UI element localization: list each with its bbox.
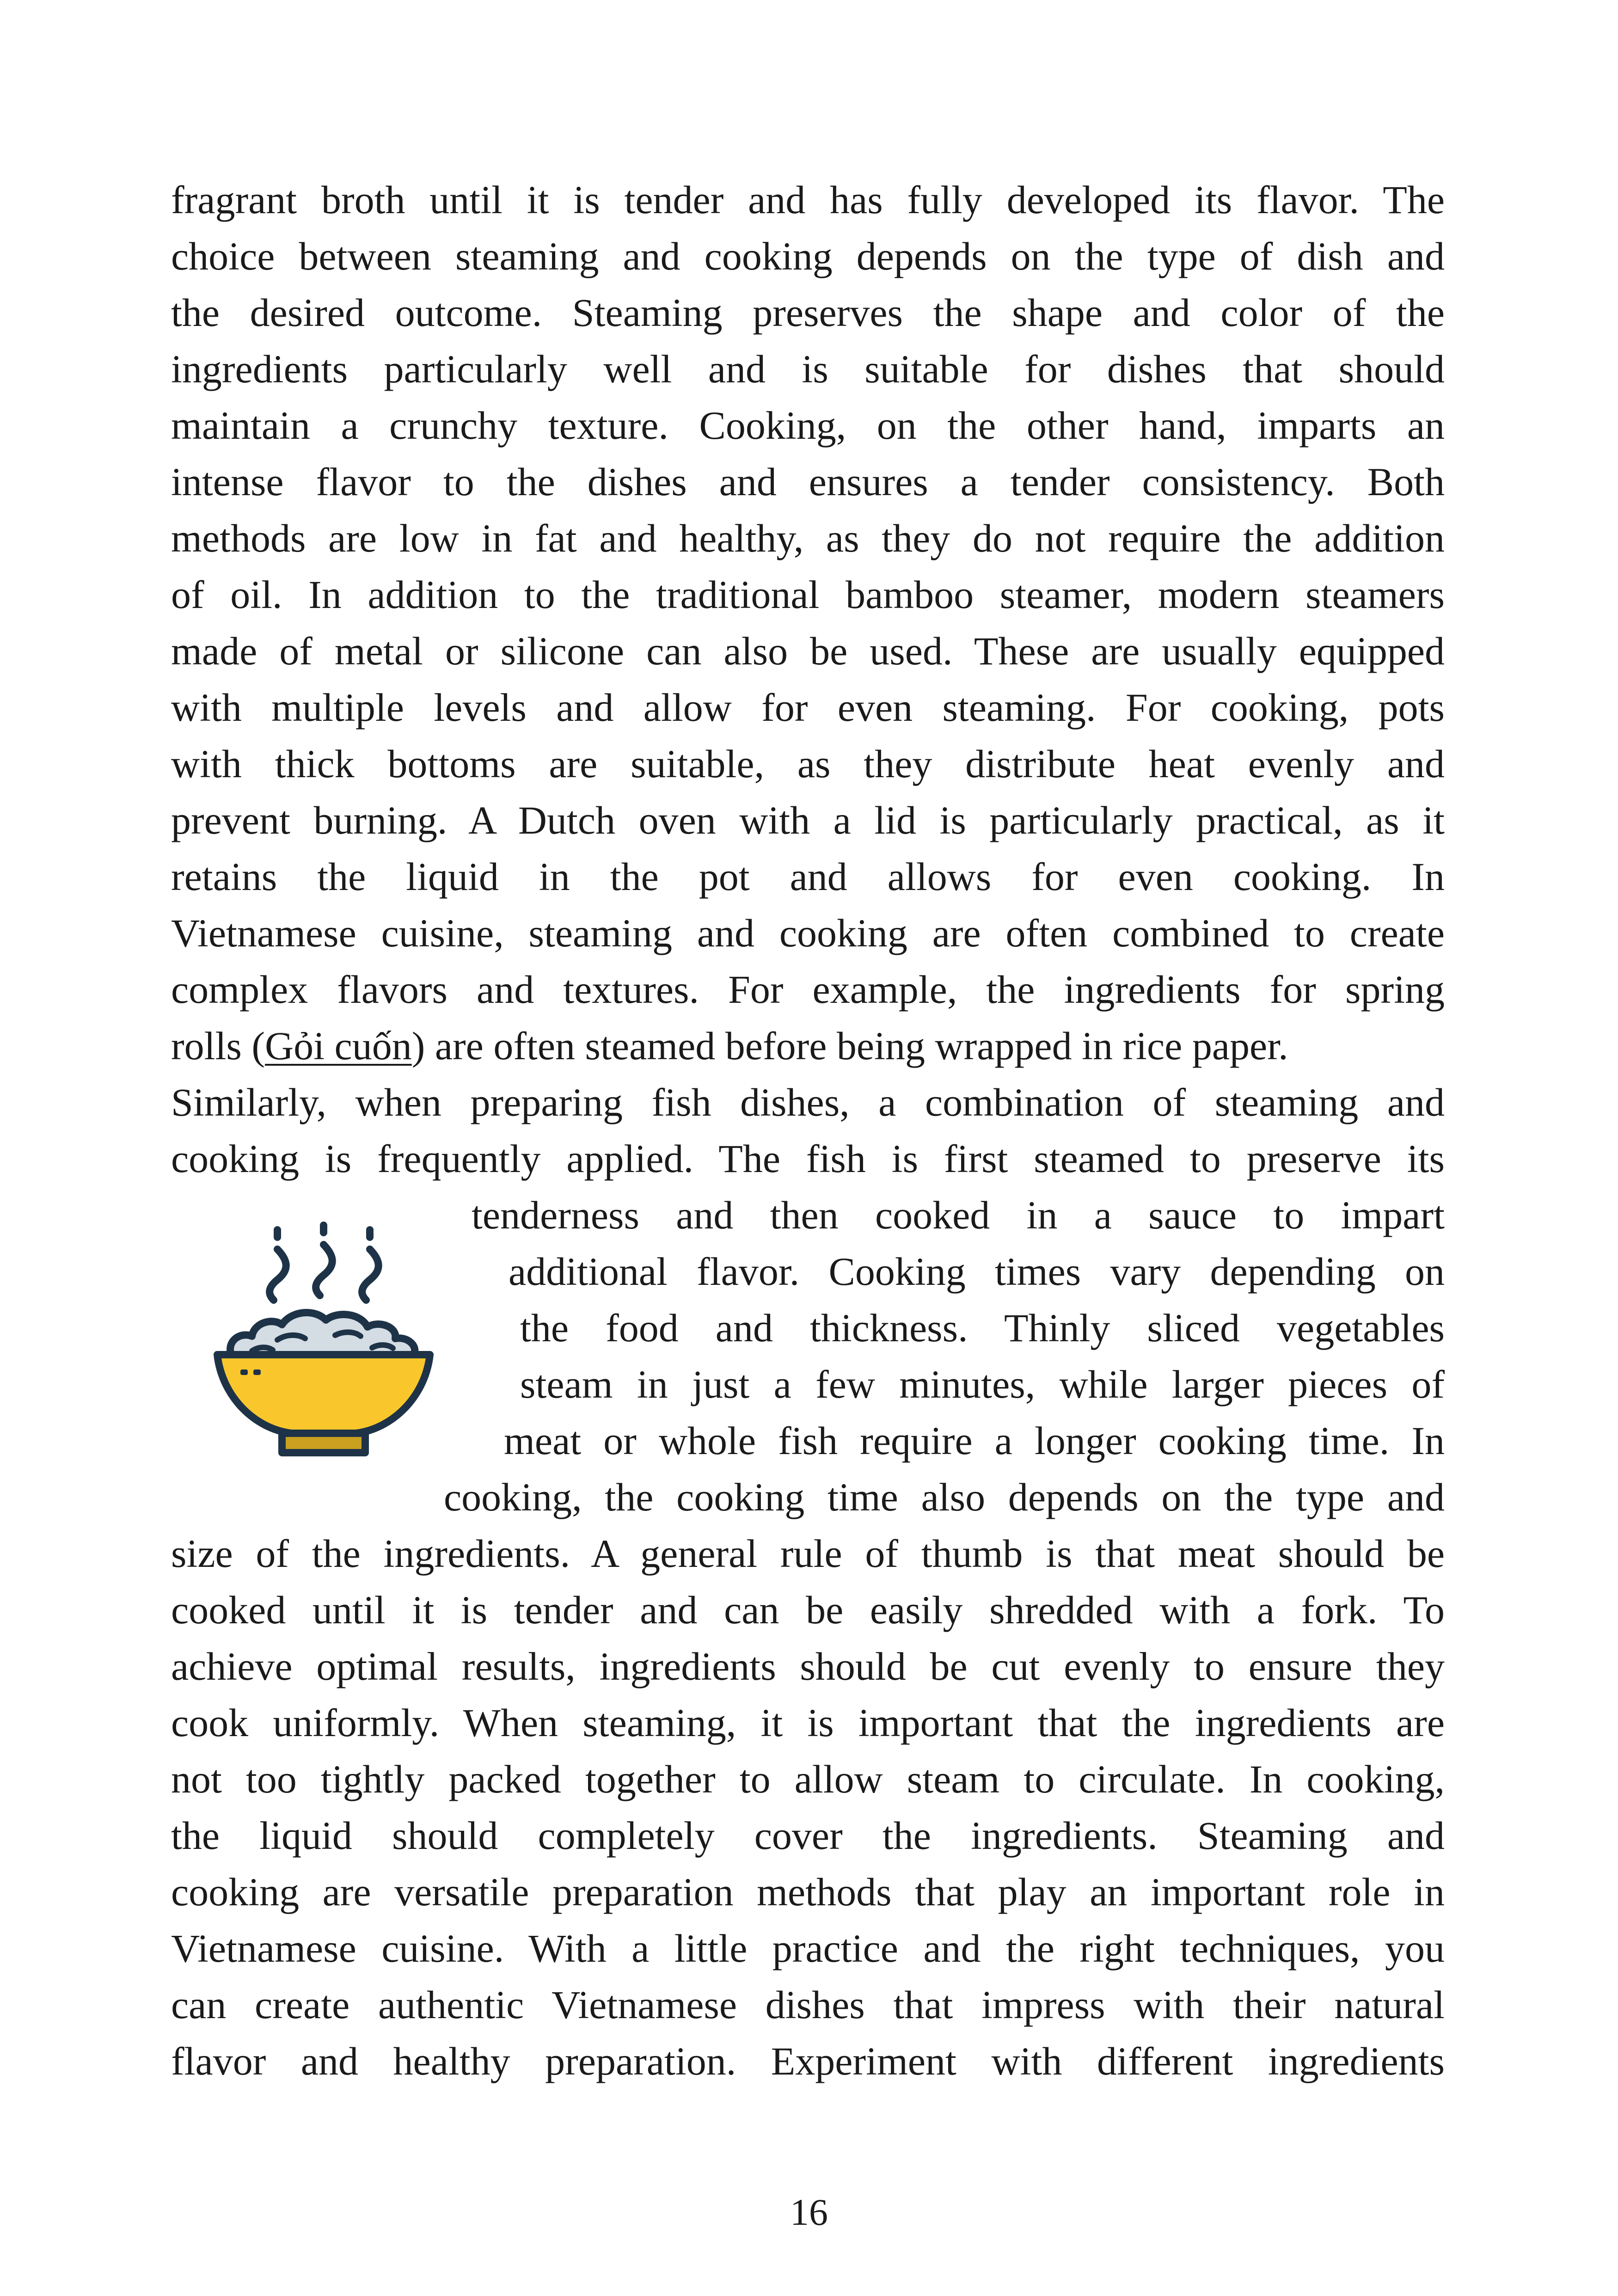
- text-line: of oil. In addition to the traditional bamboo steamer, modern steamers: [171, 572, 1445, 617]
- text-line: Similarly, when preparing fish dishes, a combination of steaming and: [171, 1080, 1445, 1124]
- text-line: additional flavor. Cooking times vary depending on: [509, 1249, 1445, 1294]
- text-line: flavor and healthy preparation. Experiment with different ingredients: [171, 2039, 1445, 2083]
- text-line: cooking are versatile preparation methods that play an important role in: [171, 1870, 1445, 1914]
- text-line-with-link: [171, 1017, 1445, 1075]
- text-line: the food and thickness. Thinly sliced vegetables: [520, 1306, 1445, 1350]
- text-line: not too tightly packed together to allow steam to circulate. In cooking,: [171, 1757, 1445, 1801]
- text-fragment: ) are often steamed before being wrapped in rice paper.: [411, 1024, 1288, 1068]
- text-line: size of the ingredients. A general rule of thumb is that meat should be: [171, 1531, 1445, 1576]
- text-line: Vietnamese cuisine. With a little practice and the right techniques, you: [171, 1926, 1445, 1971]
- text-line: can create authentic Vietnamese dishes that impress with their natural: [171, 1983, 1445, 2027]
- text-line: made of metal or silicone can also be used. These are usually equipped: [171, 629, 1445, 673]
- text-line: maintain a crunchy texture. Cooking, on the other hand, imparts an: [171, 403, 1445, 448]
- text-line: the desired outcome. Steaming preserves the shape and color of the: [171, 290, 1445, 335]
- text-line: cooked until it is tender and can be easily shredded with a fork. To: [171, 1588, 1445, 1632]
- goi-cuon-link[interactable]: Gỏi cuốn: [265, 1024, 412, 1068]
- text-line: with multiple levels and allow for even steaming. For cooking, pots: [171, 685, 1445, 730]
- text-line: methods are low in fat and healthy, as they do not require the addition: [171, 516, 1445, 560]
- text-line: choice between steaming and cooking depends on the type of dish and: [171, 234, 1445, 278]
- text-line: the liquid should completely cover the ingredients. Steaming and: [171, 1813, 1445, 1858]
- text-line: cook uniformly. When steaming, it is important that the ingredients are: [171, 1701, 1445, 1745]
- text-line: intense flavor to the dishes and ensures a tender consistency. Both: [171, 460, 1445, 504]
- text-line: tenderness and then cooked in a sauce to impart: [472, 1193, 1445, 1237]
- text-line: Vietnamese cuisine, steaming and cooking are often combined to create: [171, 911, 1445, 955]
- text-line: cooking is frequently applied. The fish is first steamed to preserve its: [171, 1136, 1445, 1181]
- text-line: complex flavors and textures. For example, the ingredients for spring: [171, 967, 1445, 1012]
- text-line: fragrant broth until it is tender and has fully developed its flavor. The: [171, 178, 1445, 222]
- page-number: 16: [790, 2191, 828, 2233]
- text-fragment: rolls (: [171, 1024, 265, 1068]
- text-line: achieve optimal results, ingredients should be cut evenly to ensure they: [171, 1644, 1445, 1688]
- text-line: cooking, the cooking time also depends on the type and: [444, 1475, 1445, 1519]
- text-line: retains the liquid in the pot and allows for even cooking. In: [171, 854, 1445, 899]
- text-line: meat or whole fish require a longer cooking time. In: [504, 1418, 1445, 1463]
- text-line: prevent burning. A Dutch oven with a lid is particularly practical, as it: [171, 798, 1445, 842]
- steaming-rice-bowl-icon: [208, 1221, 439, 1470]
- text-line: steam in just a few minutes, while larger pieces of: [520, 1362, 1445, 1406]
- text-line: ingredients particularly well and is suitable for dishes that should: [171, 347, 1445, 391]
- text-line: with thick bottoms are suitable, as they distribute heat evenly and: [171, 742, 1445, 786]
